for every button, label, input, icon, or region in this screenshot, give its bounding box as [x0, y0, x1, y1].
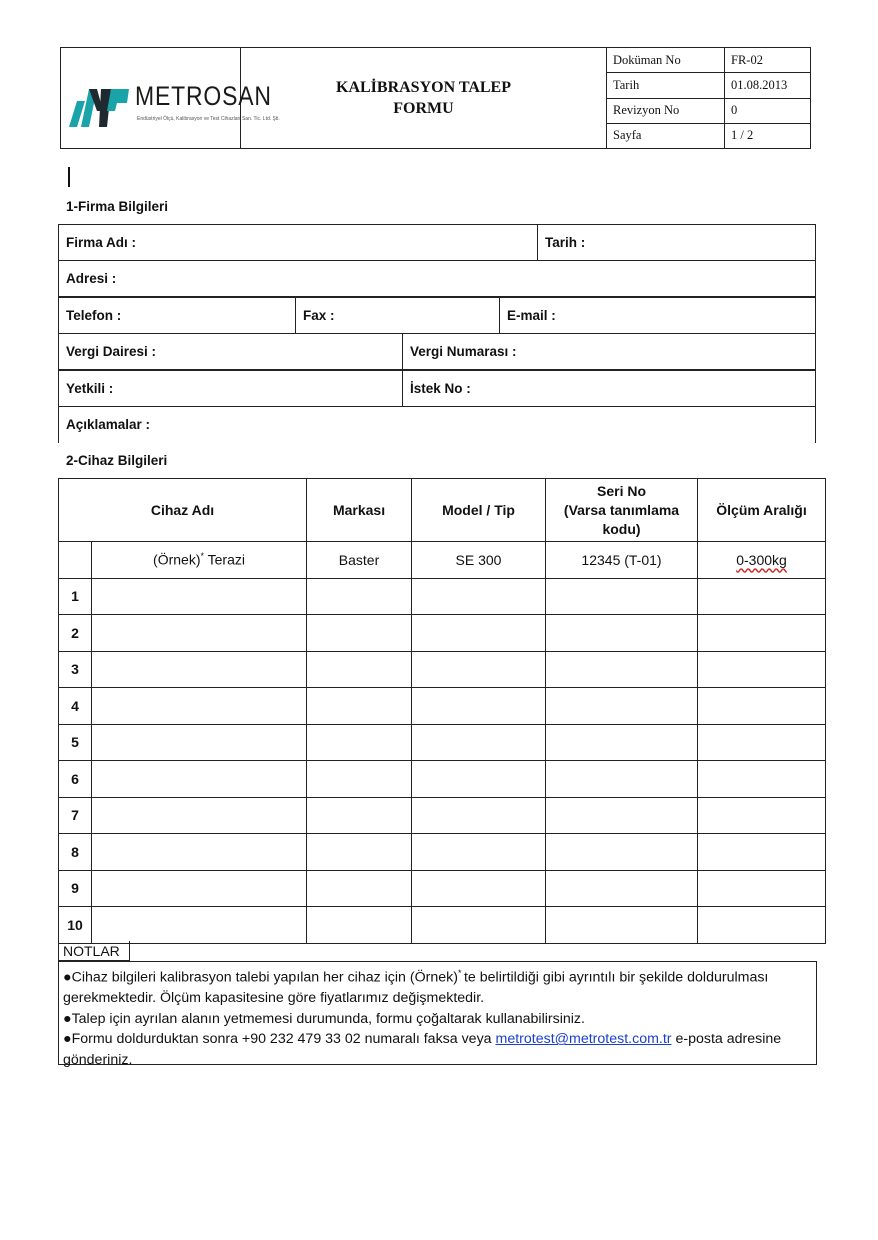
marka-cell[interactable]: [307, 615, 412, 652]
olcum-cell[interactable]: [698, 651, 826, 688]
table-row: [59, 615, 826, 652]
seri-no-line: (Varsa tanımlama: [563, 501, 680, 518]
company-name: METROSAN: [135, 81, 272, 111]
firma-row: [58, 370, 816, 407]
form-title-line2: FORMU: [393, 100, 454, 117]
example-olcum-value: 0-300kg: [736, 551, 787, 568]
model-cell[interactable]: [412, 651, 546, 688]
cihaz-adi-cell[interactable]: [92, 797, 307, 834]
logo-cell: [61, 48, 280, 149]
example-prefix: (Örnek): [153, 552, 201, 569]
marka-cell[interactable]: [307, 578, 412, 615]
seri-no-line: Seri No: [597, 482, 647, 499]
seri-cell[interactable]: [546, 797, 698, 834]
firma-adi-field[interactable]: Firma Adı :: [66, 235, 137, 250]
text-cursor: [68, 167, 70, 187]
row-number: 7: [59, 797, 92, 834]
example-olcum: [698, 542, 826, 579]
cihaz-adi-cell[interactable]: [92, 688, 307, 725]
cihaz-adi-cell[interactable]: [92, 615, 307, 652]
olcum-cell[interactable]: [698, 797, 826, 834]
table-row: [59, 870, 826, 907]
document-header: [60, 47, 811, 149]
table-row: [59, 578, 826, 615]
row-number: 1: [59, 578, 92, 615]
example-cihaz-adi: [92, 542, 307, 579]
marka-cell[interactable]: [307, 907, 412, 944]
cihaz-adi-cell[interactable]: [92, 578, 307, 615]
marka-cell[interactable]: [307, 688, 412, 725]
row-number: 8: [59, 834, 92, 871]
cihaz-adi-cell[interactable]: [92, 907, 307, 944]
bullet: ●: [63, 969, 72, 986]
marka-cell[interactable]: [307, 834, 412, 871]
meta-key: Revizyon No: [607, 98, 725, 123]
section-title-firma: 1-Firma Bilgileri: [66, 199, 169, 214]
form-title-line1: KALİBRASYON TALEP: [336, 79, 511, 96]
table-row: [59, 797, 826, 834]
olcum-cell[interactable]: [698, 688, 826, 725]
model-cell[interactable]: [412, 907, 546, 944]
cihaz-adi-cell[interactable]: [92, 761, 307, 798]
note-text: te belirtildiği gibi ayrıntılı bir şekilde doldurulması gerekmektedir. Ölçüm kapasitesine göre fiyatlarımız değişmektedir.: [63, 969, 769, 1007]
olcum-cell[interactable]: [698, 724, 826, 761]
vergi-numarasi-field[interactable]: Vergi Numarası :: [402, 334, 817, 369]
firma-row: [58, 297, 816, 334]
firma-row: [58, 260, 816, 297]
seri-cell[interactable]: [546, 907, 698, 944]
meta-value: 01.08.2013: [725, 73, 811, 98]
example-num-cell: [59, 542, 92, 579]
example-row: [59, 542, 826, 579]
table-row: [59, 907, 826, 944]
meta-key: Doküman No: [607, 48, 725, 73]
olcum-cell[interactable]: [698, 578, 826, 615]
meta-value: 0: [725, 98, 811, 123]
example-marka: Baster: [307, 542, 412, 579]
example-model: SE 300: [412, 542, 546, 579]
cihaz-adi-cell[interactable]: [92, 834, 307, 871]
fax-field[interactable]: Fax :: [295, 298, 499, 333]
row-number: 9: [59, 870, 92, 907]
model-cell[interactable]: [412, 578, 546, 615]
adresi-field[interactable]: Adresi :: [66, 271, 117, 286]
cihaz-adi-cell[interactable]: [92, 724, 307, 761]
note-text: e-posta adresine gönderiniz.: [63, 1031, 782, 1068]
cihaz-adi-cell[interactable]: [92, 651, 307, 688]
note-text: Formu doldurduktan sonra +90 232 479 33 02 numaralı faksa veya: [71, 1031, 496, 1048]
row-number: 5: [59, 724, 92, 761]
vergi-dairesi-field[interactable]: Vergi Dairesi :: [66, 344, 157, 359]
seri-cell[interactable]: [546, 870, 698, 907]
note-asterisk: *: [457, 968, 464, 978]
meta-value: FR-02: [725, 48, 811, 73]
model-cell[interactable]: [412, 797, 546, 834]
marka-cell[interactable]: [307, 651, 412, 688]
row-number: 2: [59, 615, 92, 652]
notes-box: [58, 961, 817, 1068]
model-cell[interactable]: [412, 870, 546, 907]
model-cell[interactable]: [412, 834, 546, 871]
row-number: 3: [59, 651, 92, 688]
row-number: 10: [59, 907, 92, 944]
meta-key: Tarih: [607, 73, 725, 98]
marka-cell[interactable]: [307, 797, 412, 834]
note-text: Talep için ayrılan alanın yetmemesi durumunda, formu çoğaltarak kullanabilirsiniz.: [71, 1010, 585, 1027]
aciklamalar-field[interactable]: Açıklamalar :: [66, 417, 151, 432]
tarih-field[interactable]: Tarih :: [537, 225, 817, 260]
model-cell[interactable]: [412, 615, 546, 652]
note-text: Cihaz bilgileri kalibrasyon talebi yapılan her cihaz için (Örnek): [71, 969, 458, 986]
seri-cell[interactable]: [546, 761, 698, 798]
col-header-olcum-araligi: Ölçüm Aralığı: [698, 479, 826, 542]
seri-cell[interactable]: [546, 688, 698, 725]
company-subtitle: Endüstriyel Ölçü, Kalibrasyon ve Test Cihazları San. Tic. Ltd. Şti.: [137, 116, 280, 122]
olcum-cell[interactable]: [698, 870, 826, 907]
email-link[interactable]: metrotest@metrotest.com.tr: [495, 1031, 672, 1048]
seri-cell[interactable]: [546, 578, 698, 615]
seri-cell[interactable]: [546, 834, 698, 871]
row-number: 6: [59, 761, 92, 798]
meta-value: 1 / 2: [725, 123, 811, 148]
email-field[interactable]: E-mail :: [499, 298, 817, 333]
note-item: [63, 1029, 812, 1070]
seri-cell[interactable]: [546, 651, 698, 688]
seri-cell[interactable]: [546, 724, 698, 761]
meta-key: Sayfa: [607, 123, 725, 148]
cihaz-adi-cell[interactable]: [92, 870, 307, 907]
telefon-field[interactable]: Telefon :: [66, 308, 122, 323]
marka-cell[interactable]: [307, 870, 412, 907]
note-item: [63, 963, 812, 1009]
model-cell[interactable]: [412, 724, 546, 761]
example-asterisk: *: [200, 551, 204, 562]
seri-no-line: kodu): [602, 520, 641, 537]
table-row: [59, 834, 826, 871]
marka-cell[interactable]: [307, 761, 412, 798]
device-table: [58, 478, 826, 944]
marka-cell[interactable]: [307, 724, 412, 761]
note-item: [63, 1009, 812, 1030]
firma-row: [58, 333, 816, 370]
col-header-model: Model / Tip: [412, 479, 546, 542]
table-row: [59, 761, 826, 798]
example-seri: 12345 (T-01): [546, 542, 698, 579]
yetkili-field[interactable]: Yetkili :: [66, 381, 114, 396]
olcum-cell[interactable]: [698, 615, 826, 652]
row-number: 4: [59, 688, 92, 725]
form-title: [241, 48, 607, 149]
firma-row: [58, 406, 816, 443]
istek-no-field[interactable]: İstek No :: [402, 371, 817, 406]
olcum-cell[interactable]: [698, 834, 826, 871]
firma-row: [58, 224, 816, 261]
col-header-markasi: Markası: [307, 479, 412, 542]
section-title-cihaz: 2-Cihaz Bilgileri: [66, 453, 168, 468]
olcum-cell[interactable]: [698, 761, 826, 798]
table-row: [59, 651, 826, 688]
model-cell[interactable]: [412, 688, 546, 725]
table-row: [59, 688, 826, 725]
model-cell[interactable]: [412, 761, 546, 798]
table-row: [59, 724, 826, 761]
seri-cell[interactable]: [546, 615, 698, 652]
col-header-cihaz-adi: Cihaz Adı: [59, 479, 307, 542]
notes-label: NOTLAR: [58, 941, 130, 961]
col-header-seri-no: [546, 479, 698, 542]
example-name: Terazi: [204, 552, 245, 569]
table-header-row: [59, 479, 826, 542]
olcum-cell[interactable]: [698, 907, 826, 944]
bullet: ●: [63, 1031, 72, 1048]
bullet: ●: [63, 1010, 72, 1027]
metrosan-logo-icon: [67, 81, 131, 129]
